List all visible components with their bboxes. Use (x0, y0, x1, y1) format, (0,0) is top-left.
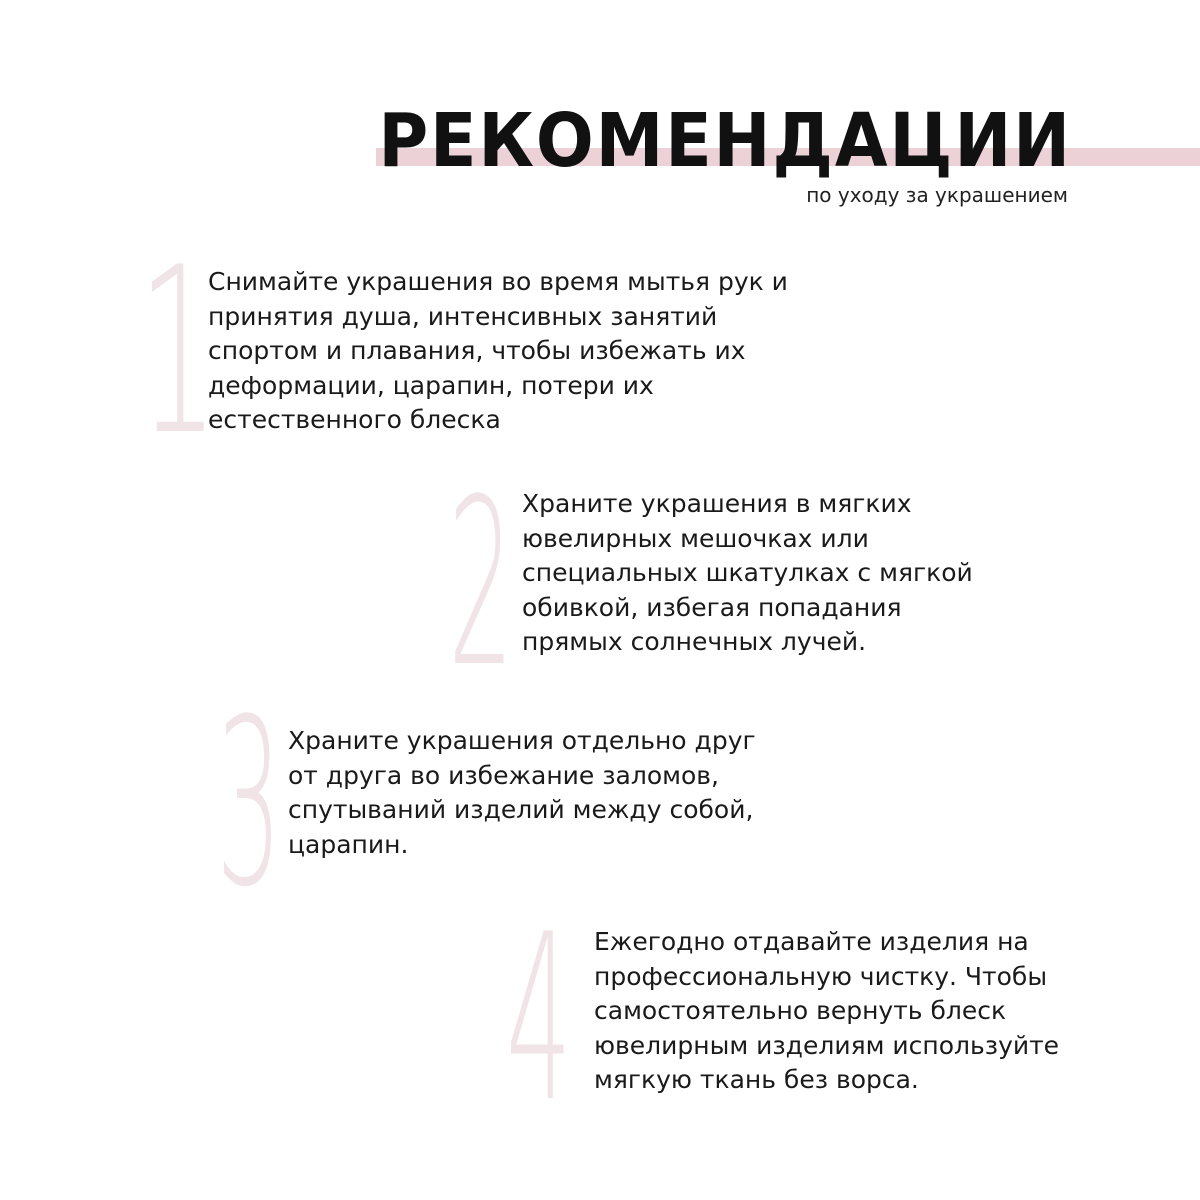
tip-text-1: Снимайте украшения во время мытья рук и принятия душа, интенсивных занятий спортом и плавания, чтобы избежать их деформации, царапин, потери их естественного блеска (208, 267, 788, 434)
tip-text-4: Ежегодно отдавайте изделия на профессиональную чистку. Чтобы самостоятельно вернуть блеск ювелирным изделиям используйте мягкую ткань без ворса. (594, 927, 1060, 1094)
page-subtitle: по уходу за украшением (806, 183, 1068, 207)
tip-text-2: Храните украшения в мягких ювелирных мешочках или специальных шкатулках с мягкой обивкой, избегая попадания прямых солнечных лучей. (522, 489, 973, 656)
step-number-1: 1 (138, 219, 219, 486)
step-number-2: 2 (448, 451, 514, 718)
step-number-3: 3 (216, 671, 282, 938)
page-title: РЕКОМЕНДАЦИИ (378, 98, 1072, 184)
step-number-4: 4 (506, 886, 572, 1153)
tip-text-3: Храните украшения отдельно друг от друга во избежание заломов, спутываний изделий между собой, царапин. (288, 726, 756, 859)
